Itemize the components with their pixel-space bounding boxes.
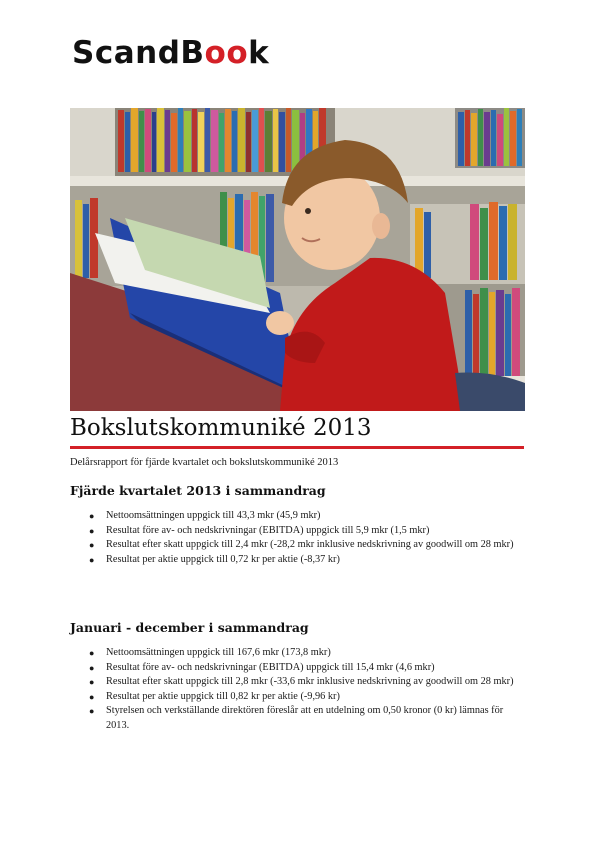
list-item-text: Resultat efter skatt uppgick till 2,4 mkr (-28,2 mkr inklusive nedskrivning av goodwill om 28 mkr) (106, 539, 514, 550)
bullet-icon: ● (89, 662, 95, 673)
bullet-icon: ● (89, 677, 95, 687)
list-item (89, 675, 522, 690)
list-item-text: Nettoomsättningen uppgick till 43,3 mkr (45,9 mkr) (106, 510, 321, 521)
boy-reading-illustration (70, 108, 525, 411)
list-item (89, 509, 522, 524)
bullet-list (70, 509, 530, 567)
bullet-icon: ● (89, 540, 95, 550)
list-item (89, 704, 522, 733)
list-item-text: Resultat före av- och nedskrivningar (EBITDA) uppgick till 5,9 mkr (1,5 mkr) (106, 524, 430, 536)
section-heading: Januari - december i sammandrag (70, 620, 309, 635)
subtitle: Delårsrapport för fjärde kvartalet och bokslutskommuniké 2013 (70, 457, 339, 468)
logo-text-accent: oo (204, 35, 249, 71)
list-item-text: Resultat efter skatt uppgick till 2,8 mkr (-33,6 mkr inklusive nedskrivning av goodwill om 28 mkr) (106, 676, 514, 687)
list-item-text: Resultat före av- och nedskrivningar (EBITDA) uppgick till 15,4 mkr (4,6 mkr) (106, 661, 435, 673)
list-item (89, 553, 522, 568)
list-item-text: Styrelsen och verkställande direktören föreslår att en utdelning om 0,50 kronor (0 kr) lämnas för 2013. (106, 705, 504, 731)
page-title: Bokslutskommuniké 2013 (70, 415, 372, 441)
scandbook-logo (72, 35, 270, 71)
bullet-icon: ● (89, 554, 95, 565)
list-item-text: Resultat per aktie uppgick till 0,72 kr per aktie (-8,37 kr) (106, 553, 340, 565)
list-item (89, 646, 522, 661)
bullet-icon: ● (89, 648, 95, 658)
list-item-text: Resultat per aktie uppgick till 0,82 kr per aktie (-9,96 kr) (106, 690, 340, 702)
bullet-icon: ● (89, 511, 95, 521)
section-full-year-summary (70, 620, 530, 733)
bullet-icon: ● (89, 691, 95, 702)
logo-text-suffix: k (248, 35, 270, 71)
bullet-icon: ● (89, 525, 95, 536)
cover-photo (70, 108, 525, 411)
list-item-text: Nettoomsättningen uppgick till 167,6 mkr (173,8 mkr) (106, 647, 331, 658)
list-item (89, 661, 522, 676)
title-rule (70, 446, 524, 449)
list-item (89, 538, 522, 553)
section-q4-summary (70, 483, 530, 567)
bullet-list (70, 646, 530, 733)
list-item (89, 690, 522, 705)
section-heading: Fjärde kvartalet 2013 i sammandrag (70, 483, 326, 498)
bullet-icon: ● (89, 706, 95, 716)
list-item (89, 524, 522, 539)
logo-text-prefix: ScandB (72, 35, 205, 71)
